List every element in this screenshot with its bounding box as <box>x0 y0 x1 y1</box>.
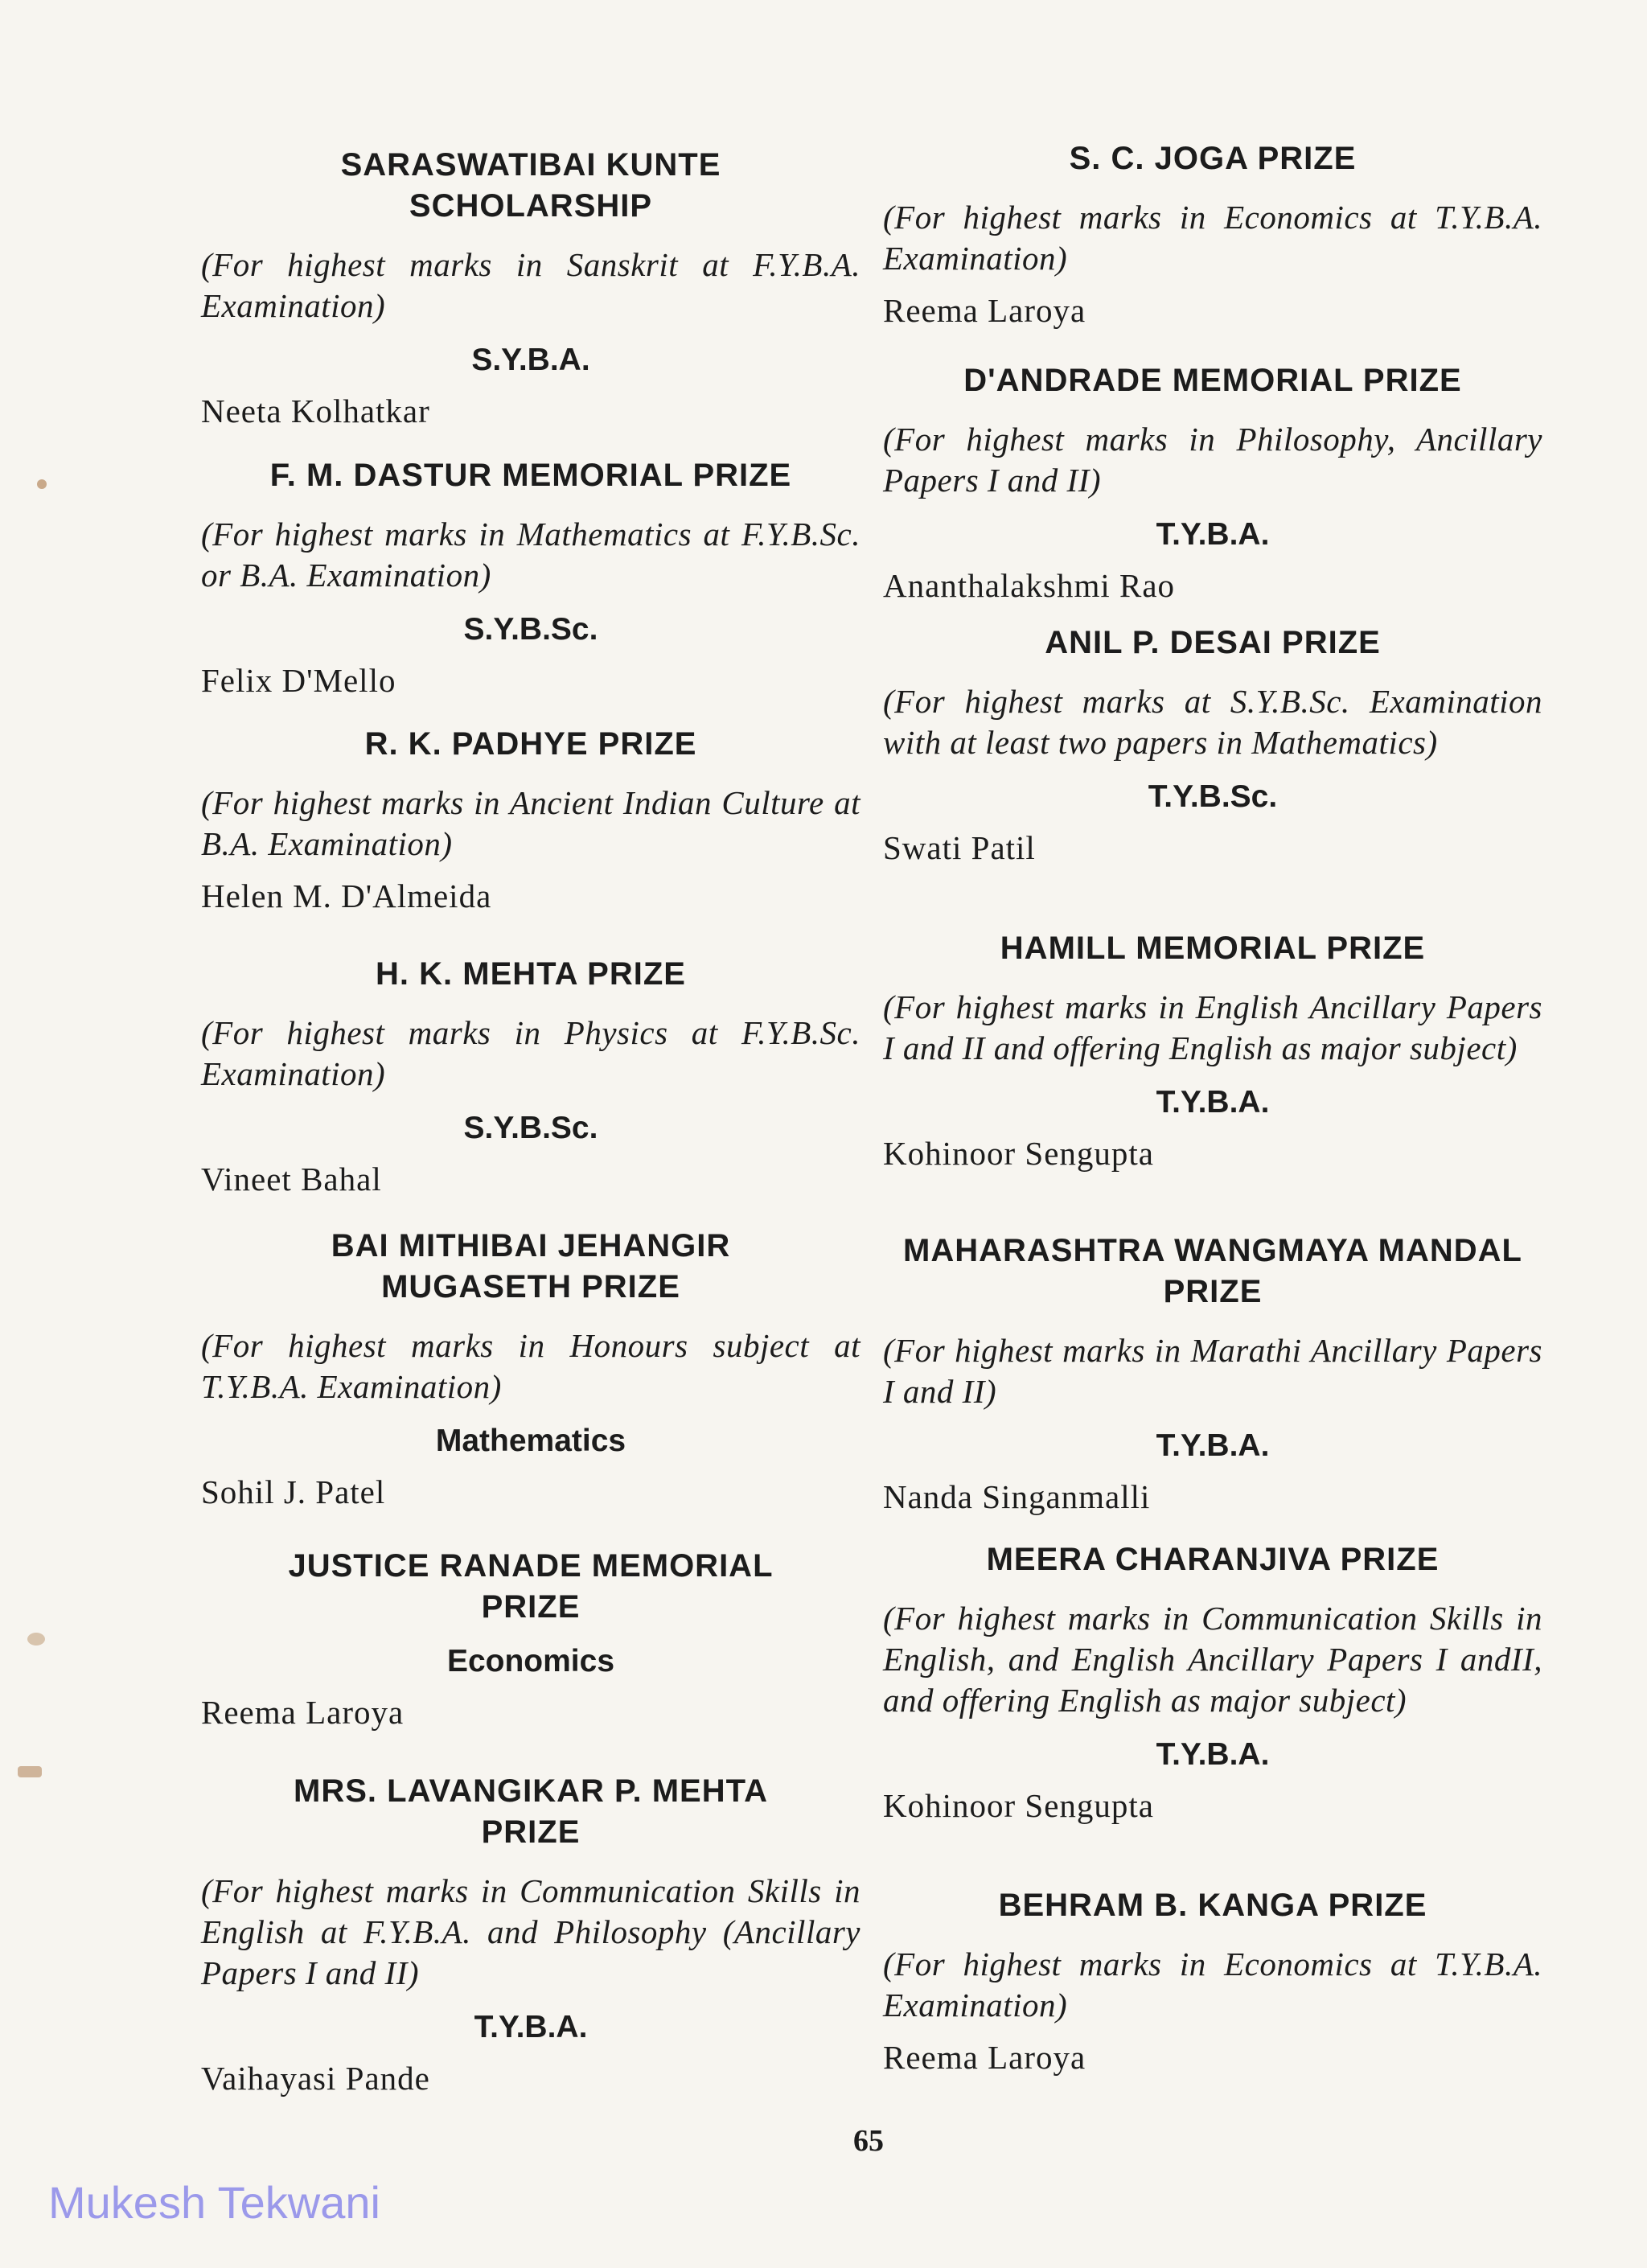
prize-description: (For highest marks in Honours subject at T.Y.B.A. Examination) <box>201 1327 860 1405</box>
scan-speck <box>37 479 47 489</box>
prize-entry <box>201 724 860 916</box>
prize-class: T.Y.B.A. <box>1156 1737 1270 1772</box>
prize-winner: Vineet Bahal <box>201 1161 382 1198</box>
prize-description: (For highest marks in Sanskrit at F.Y.B.A. Examination) <box>201 246 860 324</box>
prize-winner: Kohinoor Sengupta <box>883 1135 1154 1172</box>
prize-entry <box>883 928 1542 1173</box>
prize-winner: Kohinoor Sengupta <box>883 1787 1154 1824</box>
prize-entry <box>201 1226 860 1512</box>
prize-title: MRS. LAVANGIKAR P. MEHTA PRIZE <box>294 1773 768 1850</box>
prize-class: S.Y.B.Sc. <box>463 612 598 647</box>
prize-title: HAMILL MEMORIAL PRIZE <box>1000 931 1426 966</box>
prize-entry <box>883 622 1542 868</box>
prize-description: (For highest marks in Economics at T.Y.B.A. Examination) <box>883 199 1542 277</box>
prize-title: D'ANDRADE MEMORIAL PRIZE <box>963 363 1462 398</box>
prize-entry <box>201 455 860 701</box>
prize-entry <box>201 145 860 431</box>
prize-winner: Reema Laroya <box>883 292 1086 329</box>
watermark: Mukesh Tekwani <box>48 2177 380 2228</box>
prize-description: (For highest marks in Ancient Indian Culture at B.A. Examination) <box>201 784 860 862</box>
prize-winner: Swati Patil <box>883 829 1036 866</box>
prize-winner: Ananthalakshmi Rao <box>883 567 1176 604</box>
prize-description: (For highest marks in Marathi Ancillary Papers I and II) <box>883 1332 1542 1410</box>
scan-speck <box>27 1633 45 1646</box>
prize-title: R. K. PADHYE PRIZE <box>364 726 697 762</box>
page-number: 65 <box>853 2124 884 2158</box>
prize-winner: Reema Laroya <box>883 2039 1086 2076</box>
prize-winner: Sohil J. Patel <box>201 1473 386 1510</box>
prize-title: SARASWATIBAI KUNTE SCHOLARSHIP <box>340 147 721 224</box>
prize-entry <box>883 1539 1542 1826</box>
prize-title: MEERA CHARANJIVA PRIZE <box>986 1542 1440 1577</box>
prize-class: T.Y.B.Sc. <box>1148 779 1278 814</box>
prize-entry <box>201 1771 860 2098</box>
prize-description: (For highest marks at S.Y.B.Sc. Examination with at least two papers in Mathematics) <box>883 683 1542 761</box>
prize-winner: Helen M. D'Almeida <box>201 877 492 914</box>
prize-description: (For highest marks in Communication Skills in English, and English Ancillary Papers I andII, and offering English as major subject) <box>883 1600 1542 1719</box>
prize-description: (For highest marks in Communication Skills in English at F.Y.B.A. and Philosophy (Ancillary Papers I and II) <box>201 1872 860 1991</box>
prize-winner: Nanda Singanmalli <box>883 1478 1151 1515</box>
prize-winner: Vaihayasi Pande <box>201 2060 430 2097</box>
prize-class: S.Y.B.Sc. <box>463 1111 598 1145</box>
prize-entry <box>883 360 1542 606</box>
prize-title: BAI MITHIBAI JEHANGIR MUGASETH PRIZE <box>331 1228 731 1305</box>
prize-title: F. M. DASTUR MEMORIAL PRIZE <box>269 458 792 493</box>
prize-class: Mathematics <box>435 1424 626 1458</box>
prize-winner: Felix D'Mello <box>201 662 396 699</box>
prize-title: JUSTICE RANADE MEMORIAL PRIZE <box>288 1548 774 1625</box>
prize-description: (For highest marks in Mathematics at F.Y.B.Sc. or B.A. Examination) <box>201 516 860 594</box>
prize-class: Economics <box>446 1644 615 1678</box>
prize-description: (For highest marks in English Ancillary Papers I and II and offering English as major subject) <box>883 988 1542 1066</box>
prize-title: ANIL P. DESAI PRIZE <box>1045 625 1381 660</box>
prize-class: T.Y.B.A. <box>1156 1085 1270 1120</box>
prize-class: T.Y.B.A. <box>474 2010 588 2044</box>
prize-entry <box>883 1231 1542 1517</box>
prize-title: H. K. MEHTA PRIZE <box>376 956 686 992</box>
prize-winner: Neeta Kolhatkar <box>201 392 430 429</box>
prize-class: S.Y.B.A. <box>471 343 590 377</box>
prize-entry <box>201 954 860 1199</box>
prize-description: (For highest marks in Economics at T.Y.B.A. Examination) <box>883 1945 1542 2024</box>
prize-class: T.Y.B.A. <box>1156 517 1270 552</box>
prize-entry <box>883 138 1542 331</box>
prize-winner: Reema Laroya <box>201 1694 405 1731</box>
prize-description: (For highest marks in Physics at F.Y.B.Sc. Examination) <box>201 1014 860 1092</box>
prize-entry <box>883 1885 1542 2077</box>
scan-speck <box>18 1766 42 1777</box>
prize-title: MAHARASHTRA WANGMAYA MANDAL PRIZE <box>903 1233 1522 1309</box>
prize-description: (For highest marks in Philosophy, Ancillary Papers I and II) <box>883 421 1542 499</box>
prize-entry <box>201 1546 860 1732</box>
prize-class: T.Y.B.A. <box>1156 1428 1270 1463</box>
prize-title: BEHRAM B. KANGA PRIZE <box>998 1888 1427 1923</box>
prize-title: S. C. JOGA PRIZE <box>1069 141 1357 176</box>
